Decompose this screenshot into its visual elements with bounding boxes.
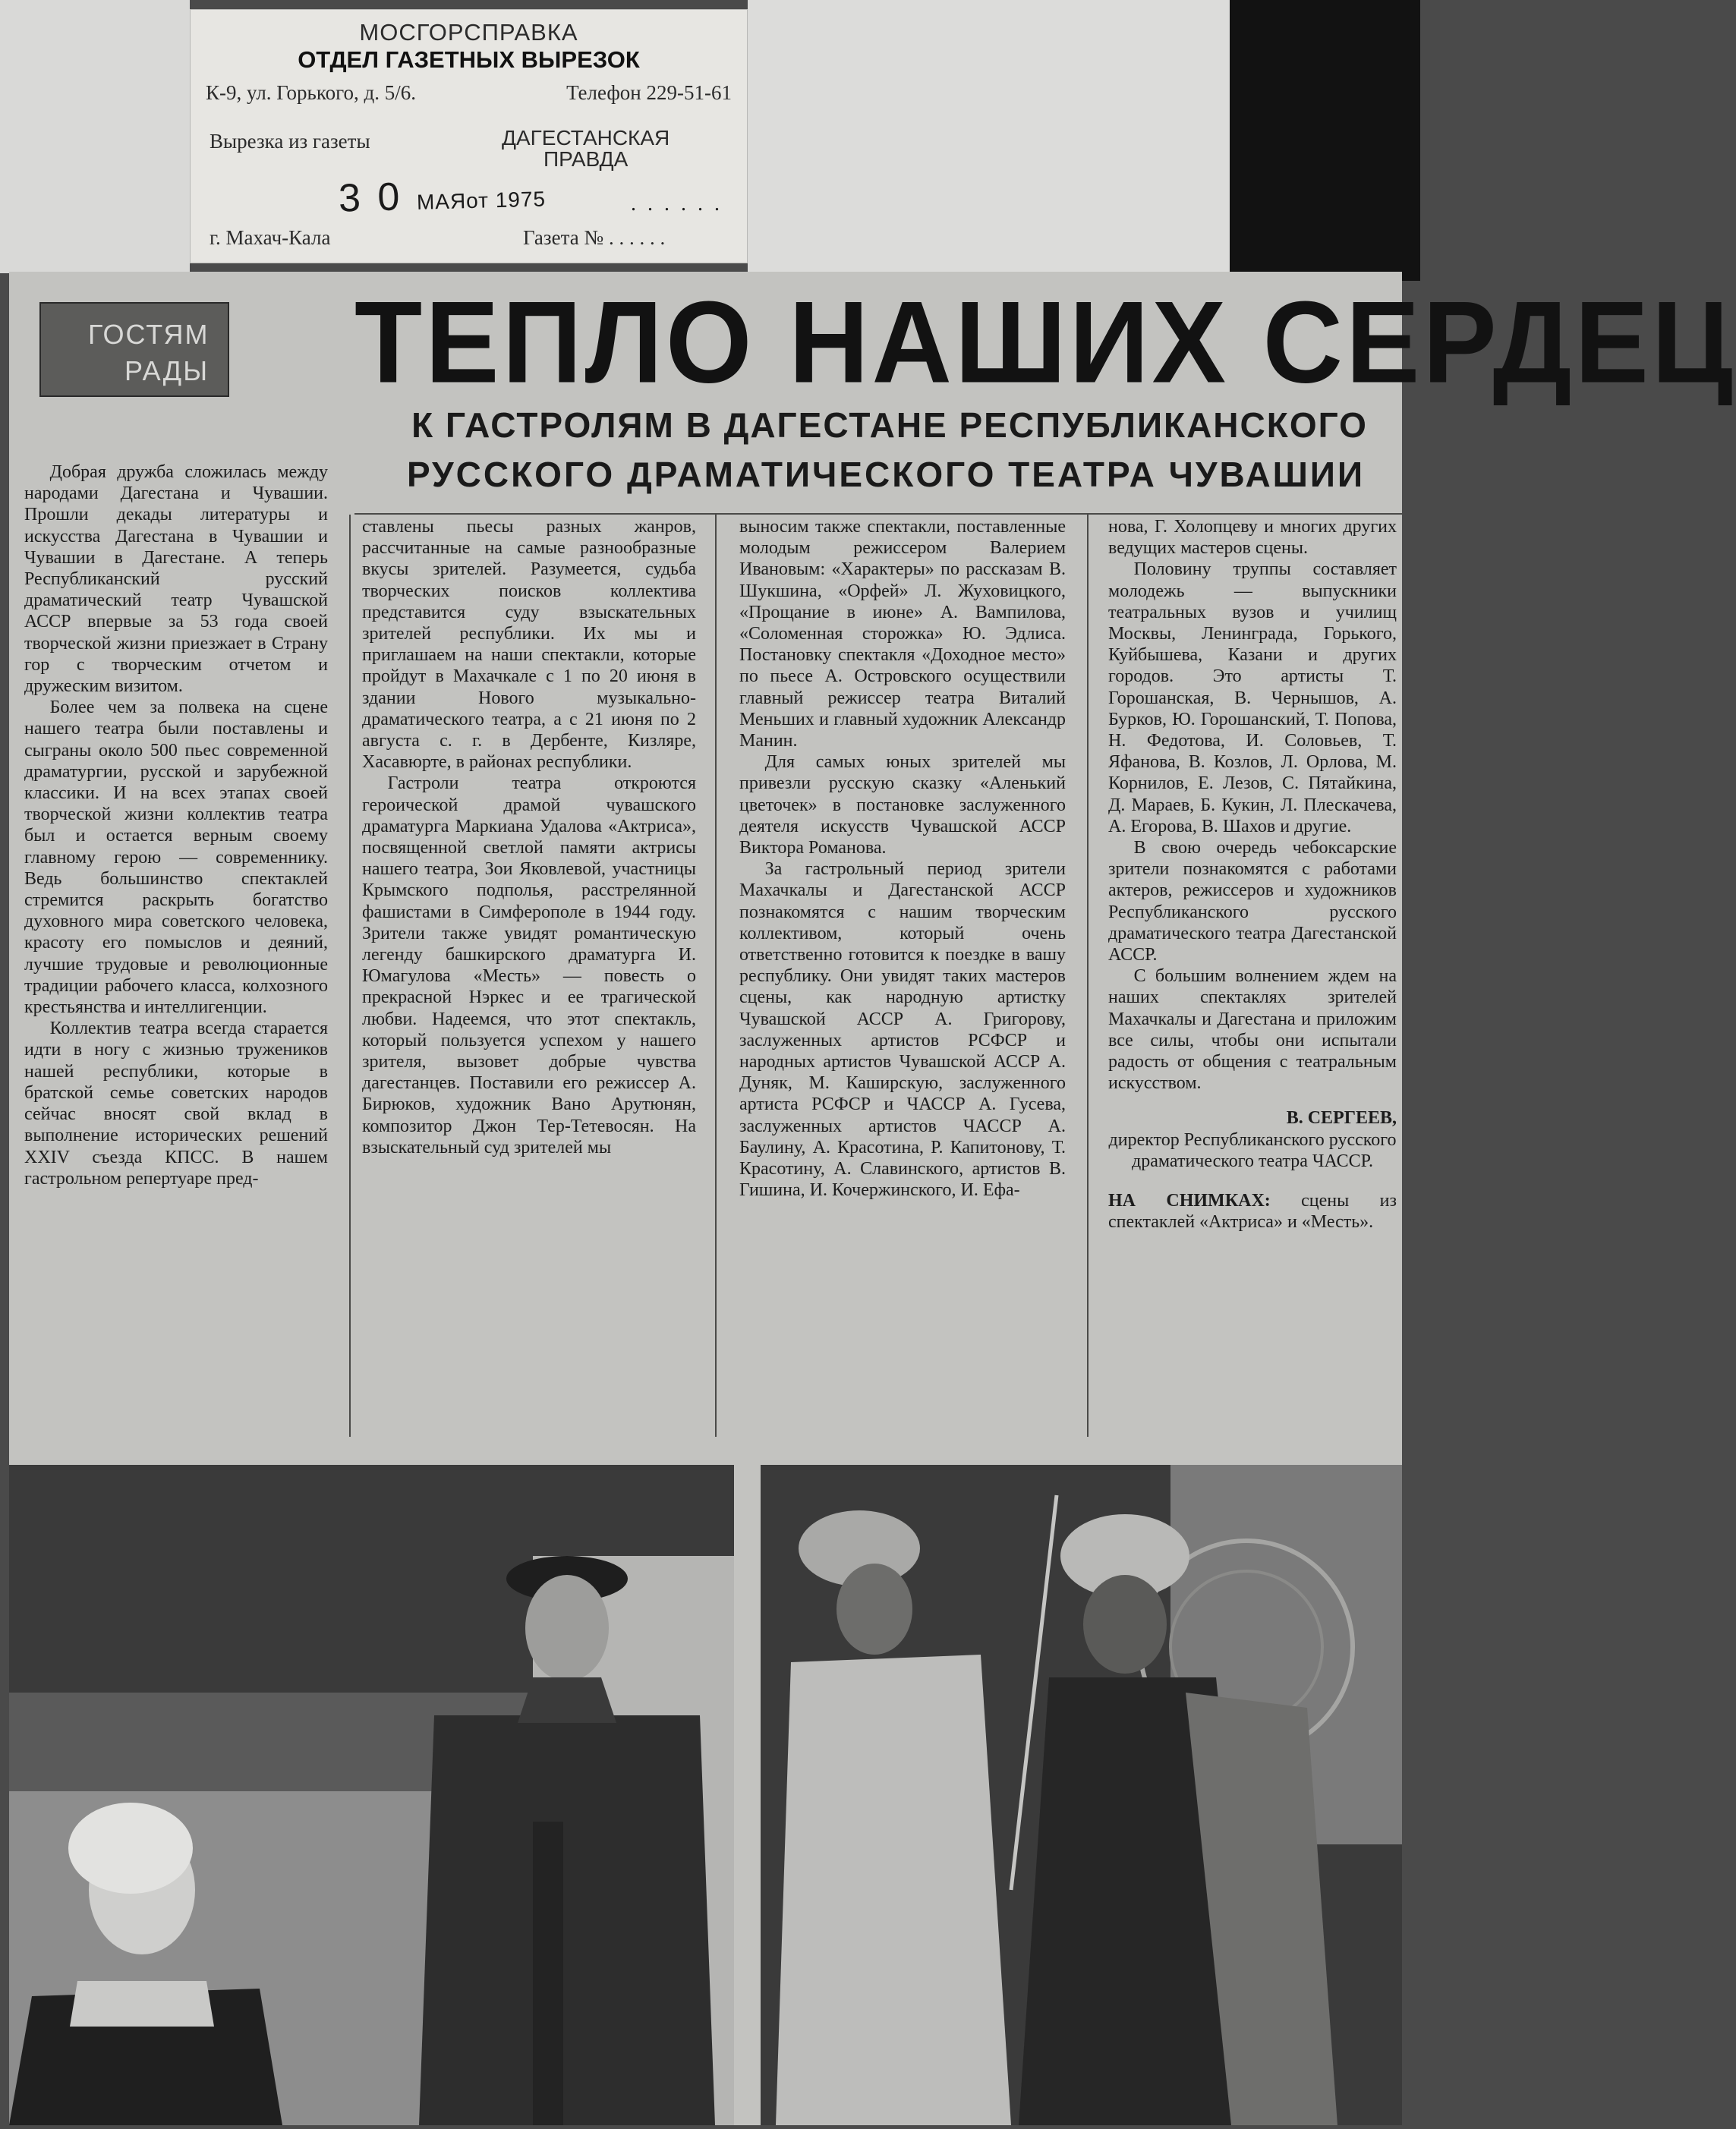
date-day: 3 0 (338, 175, 404, 221)
clipping-service-stamp (190, 9, 748, 263)
stamp-date-dots: . . . . . . (631, 192, 723, 216)
column-top-rule (354, 513, 1402, 515)
rubric-line1: ГОСТЯМ (88, 319, 210, 350)
rubric-badge (39, 302, 229, 397)
column-divider (715, 515, 717, 1437)
paragraph: нова, Г. Холопцеву и многих других ведущих мастеров сцены. (1108, 517, 1397, 559)
stamp-address-row (206, 81, 732, 105)
newspaper-name-line2: ПРАВДА (543, 147, 629, 171)
background-left (0, 0, 190, 273)
stamp-address: К-9, ул. Горького, д. 5/6. (206, 81, 416, 104)
stamp-city: г. Махач-Кала (210, 226, 331, 249)
column-divider (349, 515, 351, 1437)
photo-revenge-scene (761, 1465, 1402, 2125)
stamp-date (338, 170, 546, 221)
signature (1108, 1107, 1397, 1172)
newspaper-clipping (9, 272, 1736, 2125)
date-year: от 1975 (465, 187, 547, 213)
paragraph: ставлены пьесы разных жанров, рассчитанные на самые разнообразные вкусы зрителей. Разумеется, судьба творческих поисков коллектива представится суду взыскательных зрителей республики. Их мы и приглашаем на наши спектакли, которые пройдут в Махачкале с 1 по 20 июня в здании Нового музыкально-драматического театра, а с 21 июня по 2 августа с. г. в Дербенте, Кизляре, Хасавюрте, в районах республики. (362, 517, 696, 773)
background-middle (748, 0, 1233, 273)
stamp-newspaper (502, 128, 670, 170)
background-dark-corner (1230, 0, 1420, 281)
paragraph: За гастрольный период зрители Махачкалы и Дагестанской АССР познакомятся с нашим творческим коллективом, который очень ответственно готовится к поездке в вашу республику. Они увидят таких мастеров сцены, как народную артистку Чувашской АССР А. Григорову, заслуженных артистов РСФСР и народных артистов Чувашской АССР А. Дуняк, М. Каширскую, заслуженного артиста РСФСР и ЧАССР А. Гусева, заслуженных артистов ЧАССР А. Баулину, А. Красотина, Р. Капитонову, Т. Красотину, А. Славинского, артистов В. Гишина, И. Кочержинского, И. Ефа- (739, 859, 1066, 1201)
newspaper-name-line1: ДАГЕСТАНСКАЯ (502, 126, 670, 150)
paragraph: Более чем за полвека на сцене нашего театра были поставлены и сыграны около 500 пьес современной драматургии, русской и зарубежной классики. И на всех этапах своей творческой жизни коллектив театра был и остается верным своему главному герою — современнику. Ведь большинство спектаклей стремится раскрыть богатство духовного мира советского человека, красоту его помыслов и деяний, лучшие трудовые и революционные традиции рабочего класса, колхозного крестьянства и интеллигенции. (24, 698, 328, 1018)
rubric-line2: РАДЫ (124, 355, 210, 386)
article-column-3 (739, 516, 1066, 1201)
stamp-org: МОСГОРСПРАВКА (359, 19, 578, 46)
stamp-department: ОТДЕЛ ГАЗЕТНЫХ ВЫРЕЗОК (298, 46, 640, 73)
signature-role: директор Республиканского русского драматического театра ЧАССР. (1108, 1129, 1397, 1171)
paragraph: В свою очередь чебоксарские зрители познакомятся с работами актеров, режиссеров и художников Республиканского русского драматического театра Дагестанской АССР. (1108, 838, 1397, 965)
column-divider (1087, 515, 1089, 1437)
paragraph: Коллектив театра всегда старается идти в ногу с жизнью тружеников нашей республики, которые в братской семье советских народов сейчас вносят свой вклад в выполнение исторических решений XXIV съезда КПСС. В нашем гастрольном репертуаре пред- (24, 1019, 328, 1189)
photo-actress-scene (9, 1465, 734, 2125)
photo-revenge-drawing (761, 1465, 1402, 2125)
date-month: МАЯ (416, 189, 467, 214)
photo-captions (1108, 1190, 1397, 1233)
stamp-gazeta-number: Газета № . . . . . . (523, 226, 666, 249)
stamp-cutting-from: Вырезка из газеты (210, 130, 370, 153)
paragraph: Гастроли театра откроются героической драмой чувашского драматурга Маркиана Удалова «Актриса», посвященной светлой памяти актрисы нашего театра, Зои Яковлевой, участницы Крымского подполья, расстрелянной фашистами в Симферополе в 1944 году. Зрители также увидят романтическую легенду башкирского драматурга И. Юмагулова «Месть» — повесть о прекрасной Нэркес и ее трагической любви. Надеемся, что этот спектакль, который пользуется успехом у нашего зрителя, вызовет добрые чувства дагестанцев. Поставили его режиссер А. Бирюков, художник Вано Арутюнян, композитор Джон Тер-Тетевосян. На взыскательный суд зрителей мы (362, 773, 696, 1157)
paragraph: С большим волнением ждем на наших спектаклях зрителей Махачкалы и Дагестана и приложим все силы, чтобы они испытали радость от общения с театральным искусством. (1108, 966, 1397, 1094)
article-column-2 (362, 516, 696, 1158)
article-column-1 (24, 461, 328, 1189)
paragraph: Для самых юных зрителей мы привезли русскую сказку «Аленький цветочек» в постановке заслуженного деятеля искусств Чувашской АССР Виктора Романова. (739, 752, 1066, 858)
signature-name: В. СЕРГЕЕВ, (1286, 1108, 1397, 1129)
paragraph: Добрая дружба сложилась между народами Дагестана и Чувашии. Прошли декады литературы и искусства Дагестана в Чувашии и Чувашии в Дагестане. А теперь Республиканский русский драматический театр Чувашской АССР впервые за 53 года своей творческой жизни приезжает в Страну гор с творческим отчетом и дружеским визитом. (24, 462, 328, 697)
captions-label: НА СНИМКАХ: (1108, 1191, 1271, 1211)
paragraph: выносим также спектакли, поставленные молодым режиссером Валерием Ивановым: «Характеры» по рассказам В. Шукшина, «Орфей» Л. Жуховицкого, «Прощание в июне» А. Вампилова, «Соломенная сторожка» Ю. Эдлиса. Постановку спектакля «Доходное место» по пьесе А. Островского осуществили главный режиссер театра Виталий Меньших и главный художник Александр Манин. (739, 517, 1066, 751)
photo-actress-drawing (9, 1465, 734, 2125)
captions-text: сцены из спектаклей «Актриса» и «Месть». (1108, 1191, 1397, 1233)
paragraph: Половину труппы составляет молодежь — выпускники театральных вузов и училищ Москвы, Ленинграда, Горького, Куйбышева, Казани и других городов. Это артисты Т. Горошанская, В. Чернышов, А. Бурков, Ю. Горошанский, Т. Попова, Н. Федотова, И. Соловьев, Т. Яфанова, В. Козлов, Л. Орлова, М. Корнилов, Е. Лезов, С. Пятайкина, Д. Мараев, Б. Кукин, Л. Плескачева, А. Егорова, В. Шахов и другие. (1108, 559, 1397, 836)
headline: ТЕПЛО НАШИХ СЕРДЕЦ (354, 276, 1736, 408)
article-column-4 (1108, 516, 1397, 1233)
stamp-phone: Телефон 229-51-61 (566, 81, 732, 104)
subheadline-line2: РУССКОГО ДРАМАТИЧЕСКОГО ТЕАТРА ЧУВАШИИ (406, 455, 1366, 494)
subheadline-line1: К ГАСТРОЛЯМ В ДАГЕСТАНЕ РЕСПУБЛИКАНСКОГО (411, 405, 1368, 445)
